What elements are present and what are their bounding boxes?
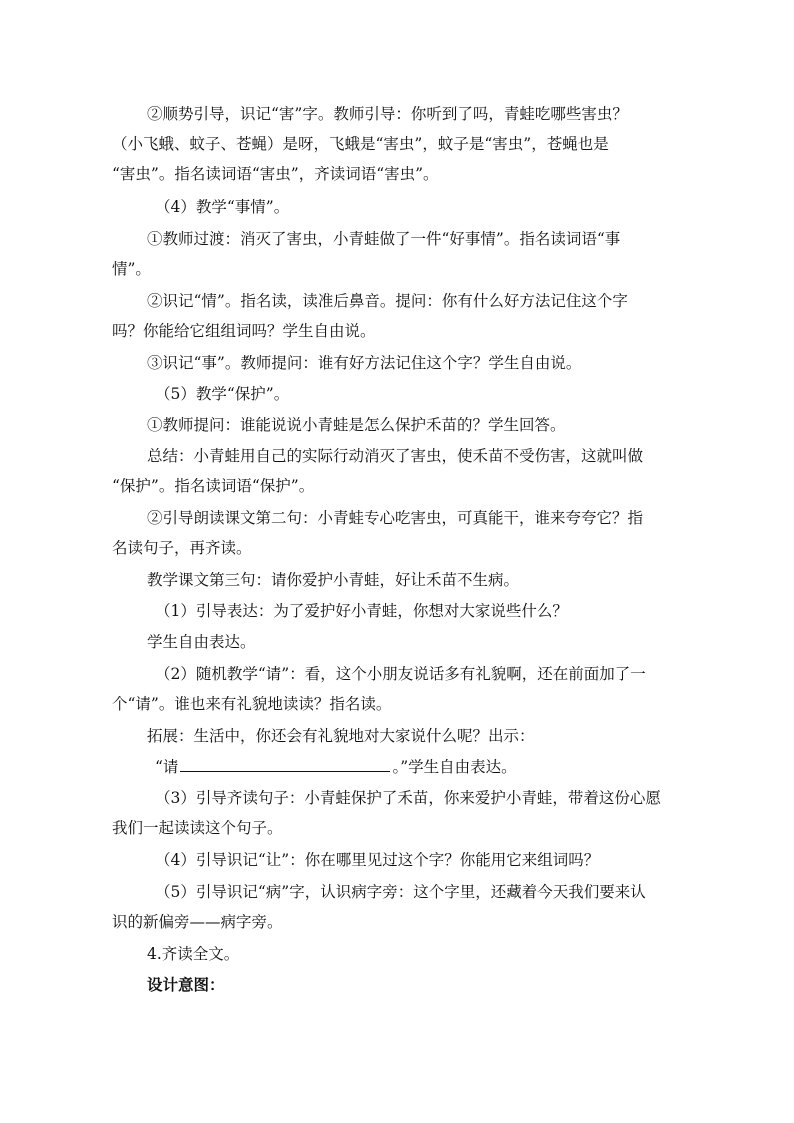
paragraph-line: ②识记“情”。指名读，读准后鼻音。提问：你有什么好方法记住这个字 [147,292,628,310]
paragraph-line: 名读句子，再齐读。 [112,539,252,557]
fill-in-prefix: “请 [155,758,179,776]
fill-in-blank [180,755,390,772]
paragraph-line: （3）引导齐读句子：小青蛙保护了禾苗，你来爱护小青蛙，带着这份心愿 [155,789,661,807]
paragraph-line: 总结：小青蛙用自己的实际行动消灭了害虫，使禾苗不受伤害，这就叫做 [147,447,644,465]
paragraph-line: （1）引导表达：为了爱护好小青蛙，你想对大家说些什么？ [155,602,568,620]
fill-in-line [0,752,794,782]
paragraph-line: （5）引导识记“病”字，认识病字旁：这个字里，还藏着今天我们要来认 [155,883,646,901]
paragraph-line: ①教师提问：谁能说说小青蛙是怎么保护禾苗的？学生回答。 [147,416,566,434]
paragraph-line: “保护”。指名读词语“保护”。 [112,477,315,495]
paragraph-line: （4）引导识记“让”：你在哪里见过这个字？你能用它来组词吗？ [155,851,600,869]
paragraph-line: ②顺势引导，识记“害”字。教师引导：你听到了吗，青蛙吃哪些害虫？ [147,105,628,123]
paragraph-line: （小飞蛾、蚊子、苍蝇）是呀，飞蛾是“害虫”，蚊子是“害虫”，苍蝇也是 [112,135,609,153]
fill-in-suffix: 。”学生自由表达。 [392,758,517,776]
paragraph-line: 教学课文第三句：请你爱护小青蛙，好让禾苗不生病。 [147,571,520,589]
paragraph-line: ③识记“事”。教师提问：谁有好方法记住这个字？学生自由说。 [147,354,582,372]
paragraph-line: ①教师过渡：消灭了害虫，小青蛙做了一件“好事情”。指名读词语“事 [147,230,621,248]
paragraph-line: 个“请”。谁也来有礼貌地读读？指名读。 [112,695,392,713]
paragraph-line: “害虫”。指名读词语“害虫”，齐读词语“害虫”。 [112,165,439,183]
section-heading: （5）教学“保护”。 [155,385,290,403]
paragraph-line: 吗？你能给它组组词吗？学生自由说。 [112,322,376,340]
section-heading: （4）教学“事情”。 [155,198,290,216]
paragraph-line: 学生自由表达。 [147,633,256,651]
paragraph-line: 情”。 [112,260,151,278]
paragraph-line: 我们一起读读这个句子。 [112,819,283,837]
paragraph-line: 识的新偏旁——病字旁。 [112,913,283,931]
paragraph-line: ②引导朗读课文第二句：小青蛙专心吃害虫，可真能干，谁来夸夸它？指 [147,509,644,527]
section-heading: 设计意图： [147,975,225,994]
paragraph-line: （2）随机教学“请”：看，这个小朋友说话多有礼貌啊，还在前面加了一 [155,665,646,683]
paragraph-line: 拓展：生活中，你还会有礼貌地对大家说什么呢？出示： [147,727,535,745]
paragraph-line: 4.齐读全文。 [147,945,240,963]
